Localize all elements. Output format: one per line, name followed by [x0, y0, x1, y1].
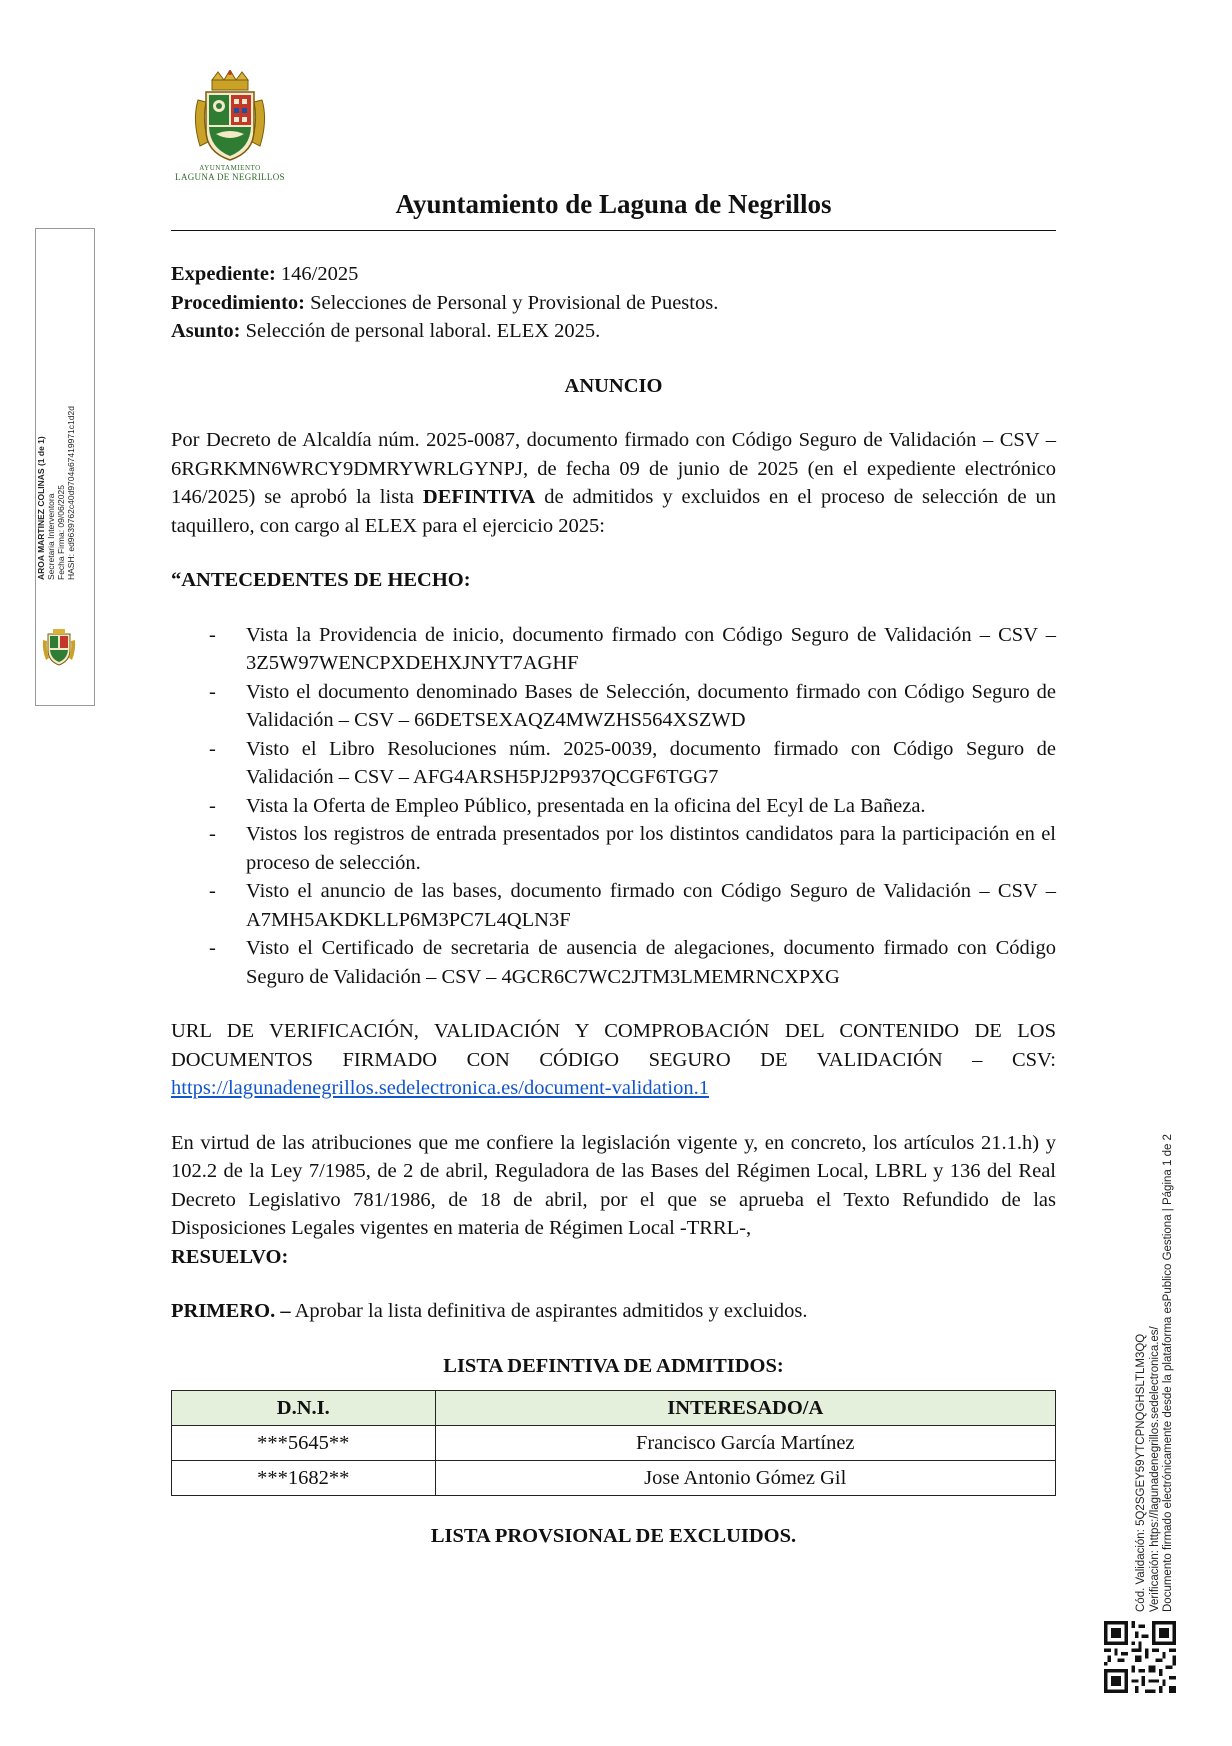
primero-line — [171, 1297, 1056, 1326]
primero-text: Aprobar la lista definitiva de aspirantes admitidos y excluidos. — [290, 1300, 808, 1322]
validation-platform-note: Documento firmado electrónicamente desde la plataforma esPublico Gestiona | Página 1 de 2 — [1162, 1134, 1174, 1612]
list-item: - Vista la Oferta de Empleo Público, presentada en la oficina del Ecyl de La Bañeza. — [171, 792, 1056, 821]
page-title: Ayuntamiento de Laguna de Negrillos — [395, 189, 832, 219]
signer-role: Secretaria Interventora — [46, 493, 56, 580]
antecedentes-heading — [171, 566, 1056, 595]
procedimiento-value: Selecciones de Personal y Provisional de Puestos. — [304, 291, 719, 314]
validation-code: Cód. Validación: 5Q2SGEY59YTCPNQGHSLTLM3QQ — [1135, 1333, 1147, 1612]
anuncio-intro-emphasis: DEFINTIVA — [422, 486, 536, 508]
signature-date: Fecha Firma: 09/06/2025 — [56, 485, 66, 580]
signature-stamp-text — [36, 406, 76, 580]
dni-cell: ***5645** — [172, 1426, 436, 1461]
resuelvo-label: RESUELVO: — [171, 1245, 289, 1268]
list-item: - Vista la Providencia de inicio, documento firmado con Código Seguro de Validación – CSV – 3Z5W97WENCPXDEHXJNYT7AGHF — [171, 621, 1056, 678]
qr-code-icon — [1104, 1621, 1176, 1693]
verification-paragraph — [171, 1017, 1056, 1103]
verification-link[interactable]: https://lagunadenegrillos.sedelectronica.es/document-validation.1 — [171, 1077, 709, 1099]
antecedentes-list — [171, 621, 1056, 992]
admitidos-heading: LISTA DEFINTIVA DE ADMITIDOS: — [443, 1354, 784, 1377]
list-item: - Vistos los registros de entrada presentados por los distintos candidatos para la participación en el proceso de selección. — [171, 820, 1056, 877]
legal-paragraph — [171, 1129, 1056, 1272]
list-item: - Visto el anuncio de las bases, documento firmado con Código Seguro de Validación – CSV – A7MH5AKDKLLP6M3PC7L4QLN3F — [171, 877, 1056, 934]
logo-caption-town: LAGUNA DE NEGRILLOS — [175, 172, 285, 182]
asunto-label: Asunto: — [171, 320, 241, 342]
dni-cell: ***1682** — [172, 1461, 436, 1496]
excluidos-heading: LISTA PROVSIONAL DE EXCLUIDOS. — [430, 1525, 797, 1547]
antecedentes-heading-text: “ANTECEDENTES DE HECHO: — [171, 569, 471, 591]
list-item: - Visto el Certificado de secretaria de ausencia de alegaciones, documento firmado con Código Seguro de Validación – CSV – 4GCR6C7WC2JTM3LMEMRNCXPXG — [171, 934, 1056, 991]
anuncio-intro-end: de admitidos y excluidos en el proceso de selección de un taquillero, con cargo al ELEX para el ejercicio 2025: — [171, 486, 1057, 537]
name-cell: Jose Antonio Gómez Gil — [435, 1461, 1056, 1496]
signer-name: AROA MARTINEZ COLINAS (1 de 1) — [36, 436, 46, 580]
anuncio-intro-start: Por Decreto de Alcaldía núm. 2025-0087, documento firmado con Código Seguro de Validación – CSV – 6RGRKMN6WRCY9DMRYWRLGYNPJ, de fecha 09 de junio de 2025 (en el expediente electrónico 146/2025) se aprobó la lista — [171, 429, 1056, 508]
column-header-interesado: INTERESADO/A — [435, 1391, 1056, 1426]
expediente-value: 146/2025 — [275, 263, 359, 285]
expediente-line — [171, 260, 1056, 289]
list-item: - Visto el documento denominado Bases de Selección, documento firmado con Código Seguro de Validación – CSV – 66DETSEXAQZ4MWZHS564XSZWD — [171, 678, 1056, 735]
primero-label: PRIMERO. – — [171, 1300, 291, 1322]
anuncio-heading: ANUNCIO — [564, 374, 663, 397]
coat-of-arms-icon — [190, 70, 270, 162]
table-row — [172, 1426, 1056, 1461]
column-header-dni: D.N.I. — [172, 1391, 436, 1426]
admitidos-table — [171, 1390, 1056, 1496]
expediente-label: Expediente: — [171, 263, 276, 285]
asunto-value: Selección de personal laboral. ELEX 2025. — [240, 320, 601, 342]
title-divider — [171, 230, 1056, 231]
procedimiento-label: Procedimiento: — [171, 291, 305, 314]
municipal-logo — [168, 70, 292, 182]
table-header-row — [172, 1391, 1056, 1426]
name-cell: Francisco García Martínez — [435, 1426, 1056, 1461]
anuncio-intro — [171, 426, 1056, 540]
validation-url: Verificación: https://lagunadenegrillos.sedelectronica.es/ — [1148, 1326, 1161, 1612]
procedimiento-line — [171, 289, 1056, 318]
logo-caption-ayuntamiento: AYUNTAMIENTO — [199, 164, 261, 172]
signature-hash: HASH: ed9639762c40d9704a67419971c1d2d — [66, 406, 76, 580]
verification-text: URL DE VERIFICACIÓN, VALIDACIÓN Y COMPROBACIÓN DEL CONTENIDO DE LOS DOCUMENTOS FIRMADO CON CÓDIGO SEGURO DE VALIDACIÓN – CSV: — [171, 1020, 1056, 1071]
list-item: - Visto el Libro Resoluciones núm. 2025-0039, documento firmado con Código Seguro de Validación – CSV – AFG4ARSH5PJ2P937QCGF6TGG7 — [171, 735, 1056, 792]
asunto-line — [171, 317, 1056, 346]
legal-text: En virtud de las atribuciones que me confiere la legislación vigente y, en concreto, los artículos 21.1.h) y 102.2 de la Ley 7/1985, de 2 de abril, Reguladora de las Bases del Régimen Local, LBRL y 136 del Real Decreto Legislativo 781/1986, de 18 de abril, por el que se aprueba el Texto Refundido de las Disposiciones Legales vigentes en materia de Régimen Local -TRRL-, — [171, 1131, 1056, 1239]
small-seal-icon — [42, 628, 76, 666]
validation-footer — [1135, 1134, 1176, 1612]
document-body — [171, 260, 1056, 1551]
table-row — [172, 1461, 1056, 1496]
